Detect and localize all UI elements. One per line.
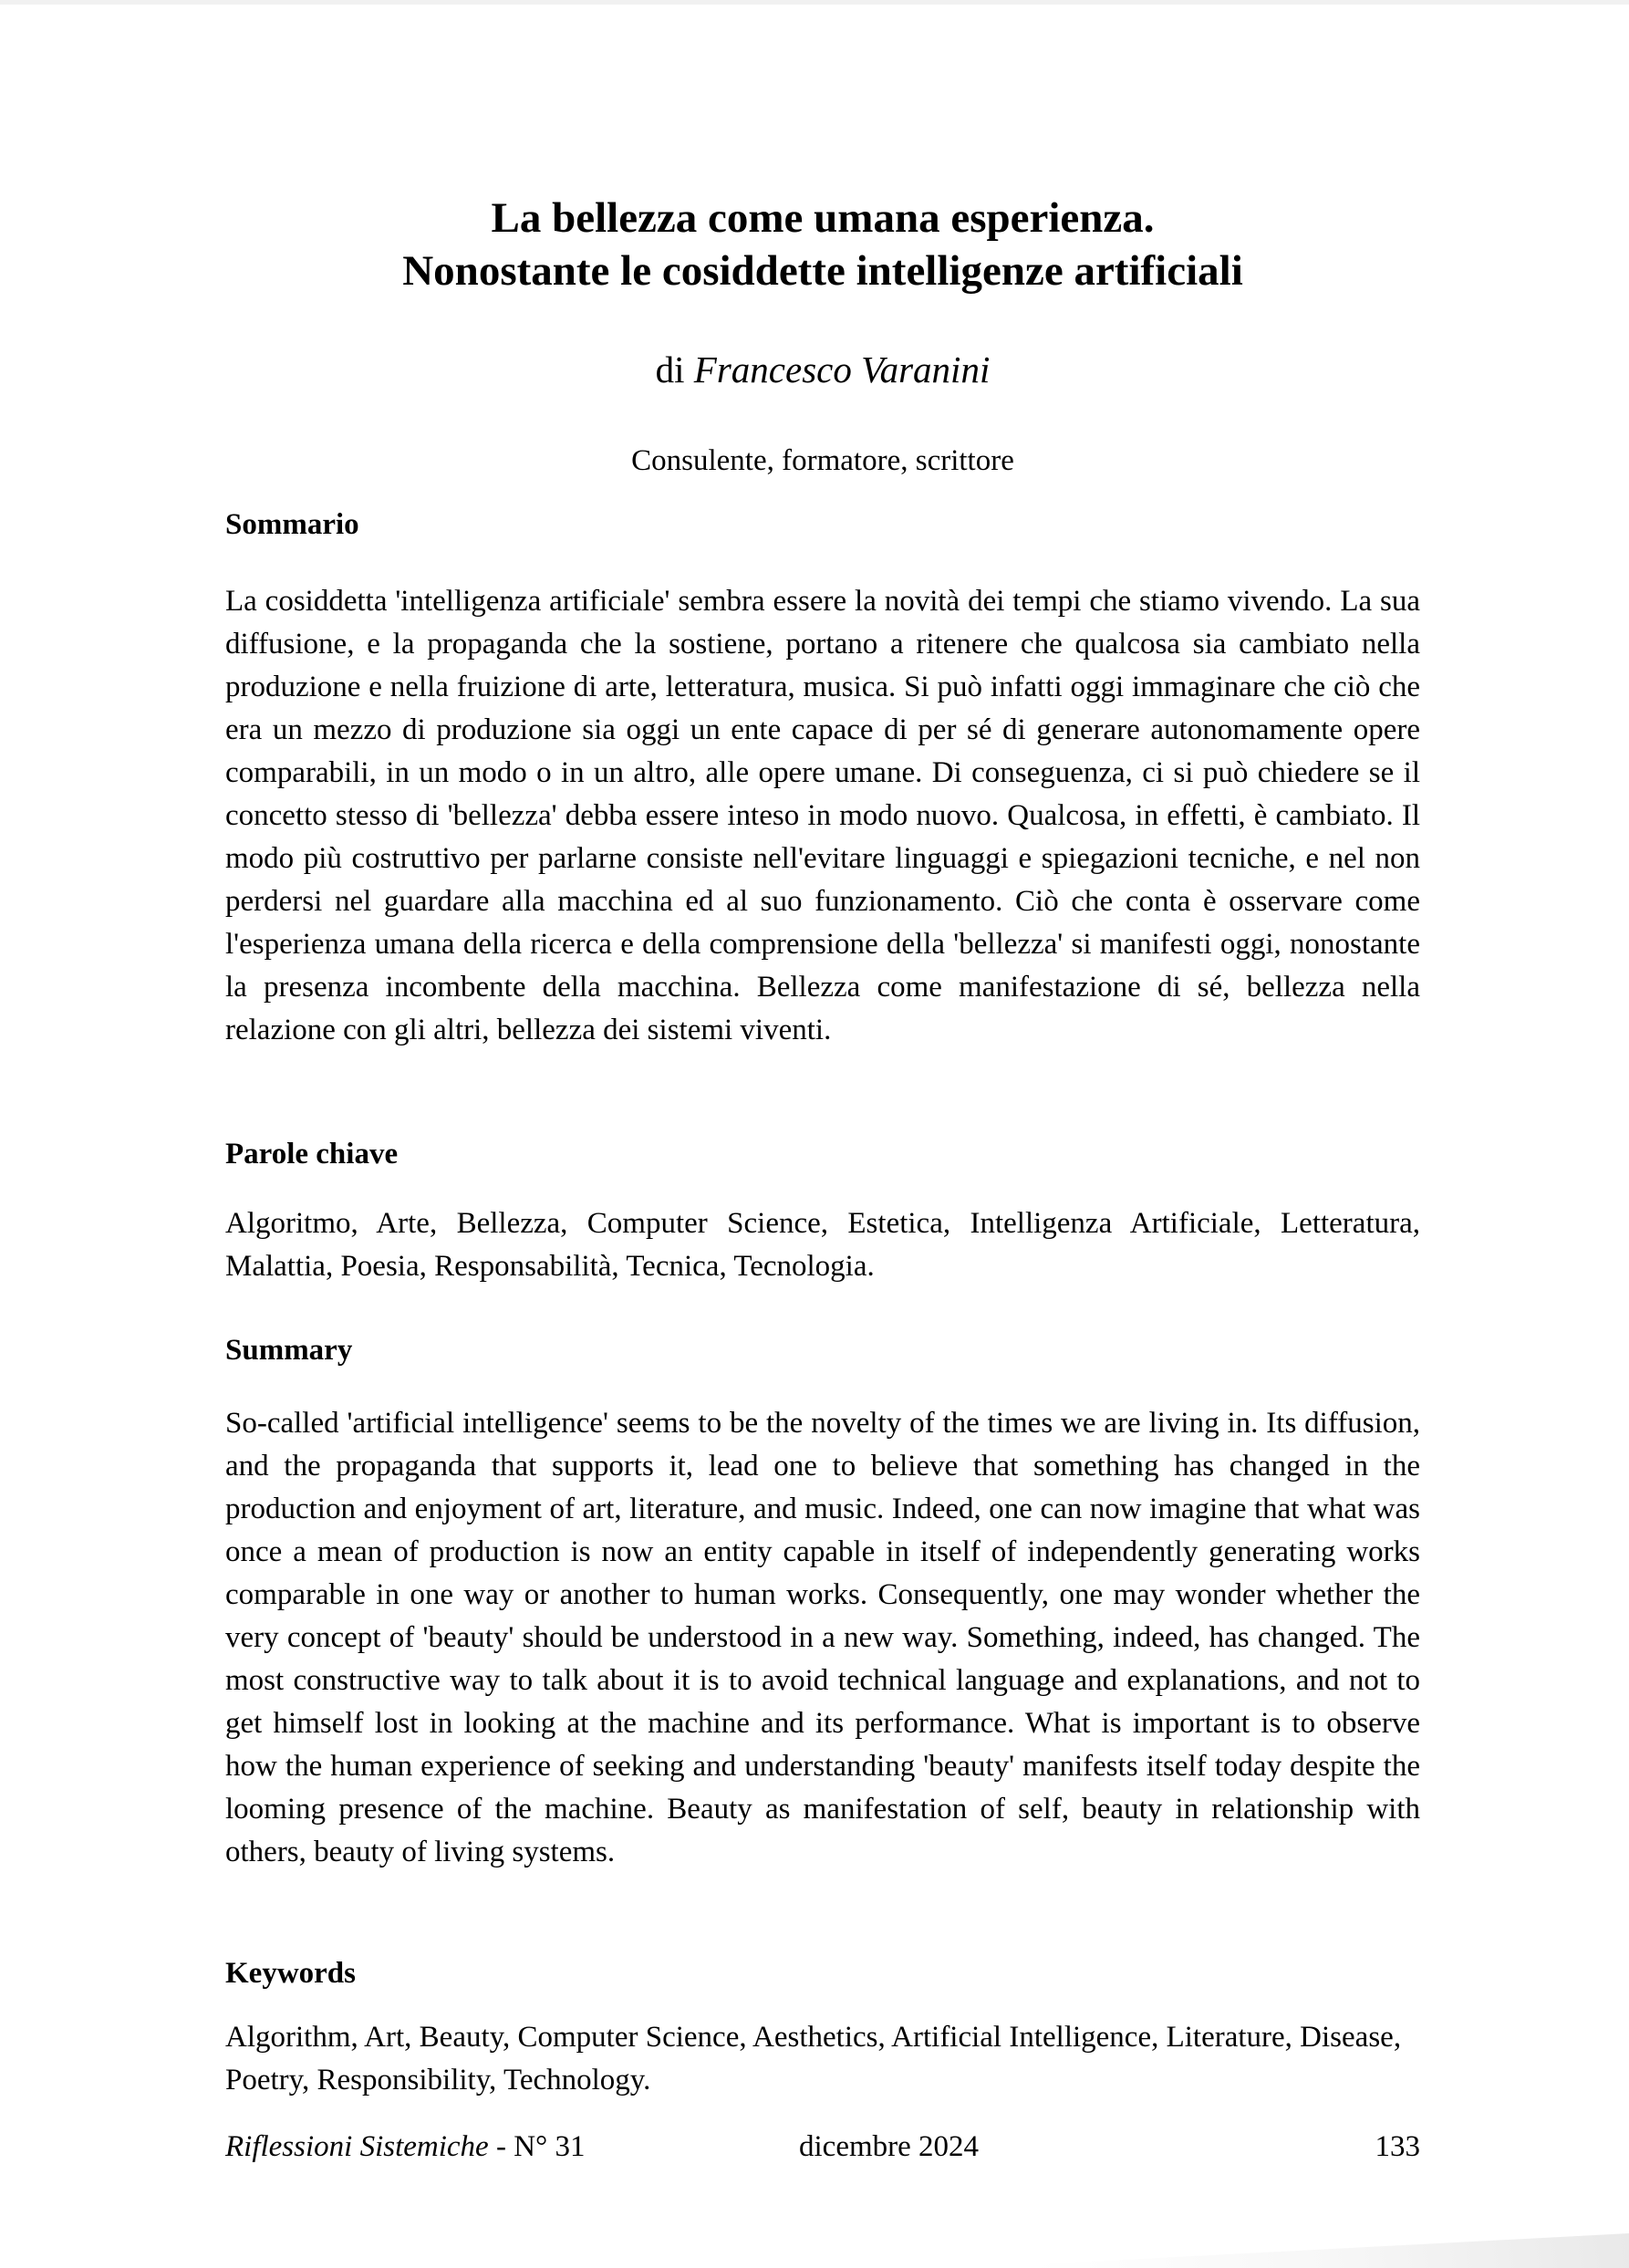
abstract-italian: La cosiddetta 'intelligenza artificiale' sembra essere la novità dei tempi che stiamo vivendo. La sua diffusione, e la propaganda che la sostiene, portano a ritenere che qualcosa sia cambiato nella produzione e nella fruizione di arte, letteratura, musica. Si può infatti oggi immaginare che ciò che era un mezzo di produzione sia oggi un ente capace di per sé di generare autonomamente opere comparabili, in un modo o in un altro, alle opere umane. Di conseguenza, ci si può chiedere se il concetto stesso di 'bellezza' debba essere inteso in modo nuovo. Qualcosa, in effetti, è cambiato. Il modo più costruttivo per parlarne consiste nell'evitare linguaggi e spiegazioni tecniche, e nel non perdersi nel guardare alla macchina ed al suo funzionamento. Ciò che conta è osservare come l'esperienza umana della ricerca e della comprensione della 'bellezza' si manifesti oggi, nonostante la presenza incombente della macchina. Bellezza come manifestazione di sé, bellezza nella relazione con gli altri, bellezza dei sistemi viventi. xyxy=(225,585,1420,1046)
page-footer xyxy=(225,2126,1420,2169)
section-heading-summary: Summary xyxy=(225,1334,353,1367)
author-name: Francesco Varanini xyxy=(693,349,991,390)
keywords-english: Algorithm, Art, Beauty, Computer Science, Aesthetics, Artificial Intelligence, Literature, Disease, Poetry, Responsibility, Technology. xyxy=(225,2021,1402,2096)
page-number: 133 xyxy=(1375,2130,1420,2163)
author-affiliation: Consulente, formatore, scrittore xyxy=(631,444,1014,477)
article-title-line1: La bellezza come umana esperienza. xyxy=(491,194,1155,242)
issue-number: - N° 31 xyxy=(488,2130,586,2163)
top-edge-strip xyxy=(0,0,1629,5)
section-heading-keywords: Keywords xyxy=(225,1957,356,1990)
keywords-italian: Algoritmo, Arte, Bellezza, Computer Science, Estetica, Intelligenza Artificiale, Letteratura, Malattia, Poesia, Responsabilità, Tecnica, Tecnologia. xyxy=(225,1207,1420,1283)
article-title xyxy=(225,192,1420,297)
article-title-line2: Nonostante le cosiddette intelligenze artificiali xyxy=(402,247,1243,295)
footer-date: dicembre 2024 xyxy=(799,2130,980,2163)
section-heading-parole-chiave: Parole chiave xyxy=(225,1138,399,1170)
journal-name: Riflessioni Sistemiche xyxy=(225,2130,489,2163)
footer-journal-issue xyxy=(225,2130,585,2163)
abstract-english: So-called 'artificial intelligence' seems to be the novelty of the times we are living in. Its diffusion, and the propaganda that supports it, lead one to believe that something has changed in the production and enjoyment of art, literature, and music. Indeed, one can now imagine that what was once a mean of production is now an entity capable in itself of independently generating works comparable in one way or another to human works. Consequently, one may wonder whether the very concept of 'beauty' should be understood in a new way. Something, indeed, has changed. The most constructive way to talk about it is to avoid technical language and explanations, and not to get himself lost in looking at the machine and its performance. What is important is to observe how the human experience of seeking and understanding 'beauty' manifests itself today despite the looming presence of the machine. Beauty as manifestation of self, beauty in relationship with others, beauty of living systems. xyxy=(225,1407,1420,1868)
byline-prefix: di xyxy=(655,349,694,390)
section-heading-sommario: Sommario xyxy=(225,508,359,541)
byline xyxy=(225,347,1420,392)
page-corner-shadow xyxy=(967,2233,1629,2268)
